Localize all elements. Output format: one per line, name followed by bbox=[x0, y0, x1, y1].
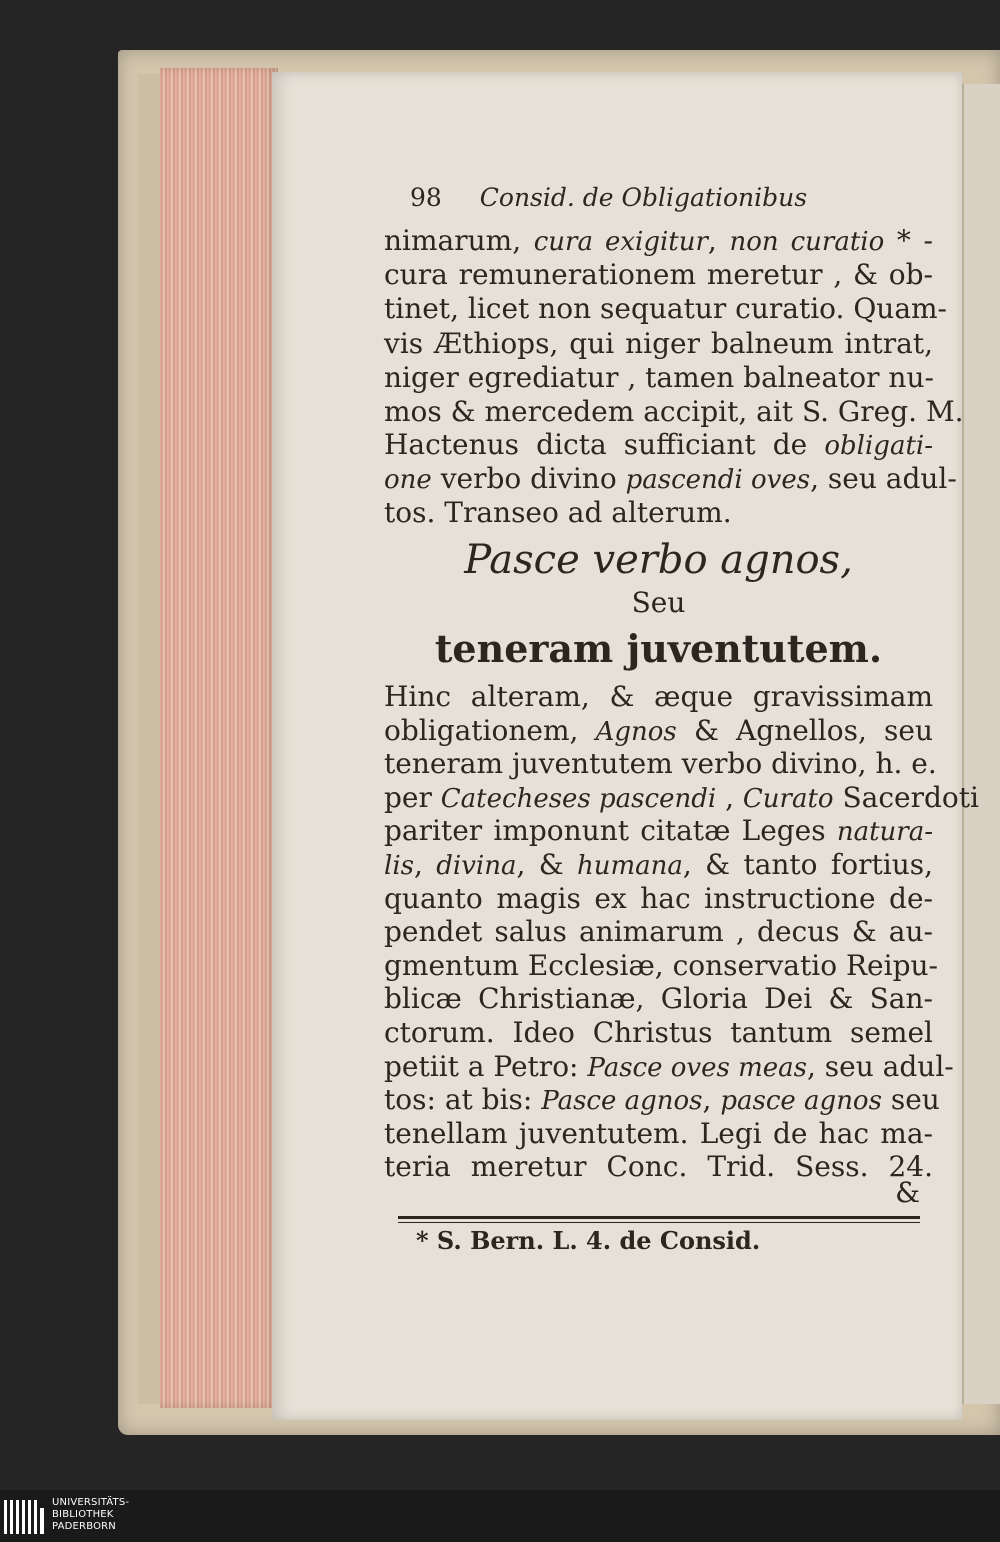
text-run: obligationem, bbox=[384, 713, 596, 747]
text-run: , seu adul- bbox=[810, 462, 957, 495]
logo-line-1: UNIVERSITÄTS- bbox=[52, 1497, 130, 1508]
text-run: tenellam juventutem. Legi de hac ma- bbox=[384, 1116, 933, 1150]
paragraph3-line bbox=[384, 1117, 933, 1151]
italic-text: Agnos bbox=[595, 716, 677, 747]
paragraph3-line bbox=[384, 714, 933, 748]
facing-page-edge bbox=[962, 84, 1000, 1404]
italic-text: obligati- bbox=[824, 431, 933, 461]
text-run: mos & mercedem accipit, ait S. Greg. M. bbox=[384, 395, 964, 428]
text-run: per bbox=[384, 780, 441, 814]
text-run: Sacerdoti bbox=[833, 780, 979, 814]
paragraph2-line bbox=[384, 462, 957, 496]
text-run: & Agnellos, seu bbox=[676, 713, 933, 747]
text-run: seu bbox=[881, 1083, 940, 1117]
italic-text: one bbox=[384, 465, 432, 495]
paragraph1-line bbox=[384, 292, 948, 326]
text-run: pariter imponunt citatæ Leges bbox=[384, 814, 837, 848]
paragraph3-line bbox=[384, 948, 938, 983]
text-run: pendet salus animarum , decus & au- bbox=[384, 915, 933, 949]
text-run: quanto magis ex hac instructione de- bbox=[384, 881, 933, 915]
text-run: teria meretur Conc. Trid. Sess. 24. bbox=[384, 1150, 933, 1184]
italic-text: Catecheses pascendi bbox=[440, 783, 717, 814]
text-run: gmentum Ecclesiæ, conservatio Reipu- bbox=[384, 948, 938, 982]
paragraph3-line bbox=[384, 1083, 940, 1117]
paragraph3-line bbox=[384, 747, 937, 781]
paragraph3-line bbox=[384, 915, 933, 949]
library-logo-icon bbox=[4, 1494, 46, 1540]
text-run: ctorum. Ideo Christus tantum semel bbox=[384, 1016, 933, 1049]
footer-band bbox=[0, 1490, 1000, 1542]
italic-text: non curatio bbox=[729, 227, 885, 257]
text-run: vis Æthiops, qui niger balneum intrat, bbox=[384, 326, 933, 360]
paragraph3-line bbox=[384, 680, 933, 714]
paragraph2-line bbox=[384, 496, 933, 530]
paragraph1-line bbox=[384, 395, 964, 429]
italic-text: divina bbox=[436, 851, 517, 881]
text-run: tos. Transeo ad alterum. bbox=[384, 496, 732, 529]
italic-text: pasce agnos bbox=[720, 1086, 882, 1117]
paragraph3-line bbox=[384, 848, 933, 882]
text-run: , seu adul- bbox=[807, 1049, 954, 1083]
logo-line-3: PADERBORN bbox=[52, 1521, 116, 1532]
italic-text: pascendi oves bbox=[625, 465, 811, 495]
text-run: tinet, licet non sequatur curatio. Quam- bbox=[384, 292, 948, 326]
italic-text: lis bbox=[384, 851, 414, 881]
footnote-rule bbox=[398, 1216, 920, 1219]
footnote-rule-thin bbox=[398, 1222, 920, 1223]
paragraph3-line bbox=[384, 814, 933, 848]
paragraph3-line bbox=[384, 882, 933, 916]
text-run: tos: at bis: bbox=[384, 1083, 542, 1117]
text-run: blicæ Christianæ, Gloria Dei & San- bbox=[384, 982, 933, 1016]
text-run: niger egrediatur , tamen balneator nu- bbox=[384, 360, 934, 394]
italic-text: Pasce agnos bbox=[541, 1086, 703, 1117]
text-run: cura remunerationem meretur , & ob- bbox=[384, 258, 933, 292]
paragraph2-line bbox=[384, 428, 933, 462]
italic-text: humana bbox=[577, 851, 683, 881]
text-run: Hinc alteram, & æque gravissimam bbox=[384, 680, 933, 713]
running-head bbox=[410, 183, 830, 223]
running-title: Consid. de Obligationibus bbox=[479, 183, 808, 212]
paragraph3-line bbox=[384, 982, 933, 1016]
text-run: petiit a Petro: bbox=[384, 1049, 588, 1083]
text-run: Hactenus dicta sufficiant de bbox=[384, 428, 825, 461]
italic-text: cura exigitur bbox=[533, 227, 708, 257]
text-run: , bbox=[707, 224, 730, 257]
text-run: , bbox=[413, 848, 437, 881]
paragraph1-line bbox=[384, 224, 933, 258]
text-run: nimarum, bbox=[384, 224, 534, 257]
paragraph1-line bbox=[384, 258, 933, 292]
page-number: 98 bbox=[410, 183, 442, 212]
paragraph3-line bbox=[384, 780, 979, 815]
library-logo-text bbox=[52, 1497, 129, 1533]
text-run: , & bbox=[516, 848, 577, 881]
paragraph3-line bbox=[384, 1049, 954, 1084]
text-run: , bbox=[716, 780, 743, 814]
footnote: * S. Bern. L. 4. de Consid. bbox=[416, 1226, 761, 1255]
text-run: teneram juventutem verbo divino, h. e. bbox=[384, 747, 937, 781]
text-run: , bbox=[702, 1083, 721, 1117]
catchword: & bbox=[895, 1176, 920, 1209]
paragraph3-line bbox=[384, 1150, 933, 1184]
page-edges bbox=[160, 68, 278, 1408]
paragraph1-line bbox=[384, 361, 933, 395]
section-heading-line-2: Seu bbox=[631, 586, 686, 619]
text-run: , & tanto fortius, bbox=[682, 848, 933, 881]
italic-text: Pasce oves meas bbox=[587, 1052, 807, 1083]
text-run: verbo divino bbox=[431, 462, 626, 495]
paragraph1-line bbox=[384, 327, 933, 361]
section-heading-line-3: teneram juventutem. bbox=[434, 626, 883, 671]
text-run: * - bbox=[884, 224, 933, 257]
logo-line-2: BIBLIOTHEK bbox=[52, 1509, 114, 1520]
paragraph3-line bbox=[384, 1016, 933, 1050]
italic-text: natura- bbox=[836, 817, 933, 848]
italic-text: Curato bbox=[742, 783, 834, 814]
section-heading-line-1: Pasce verbo agnos, bbox=[464, 537, 853, 583]
